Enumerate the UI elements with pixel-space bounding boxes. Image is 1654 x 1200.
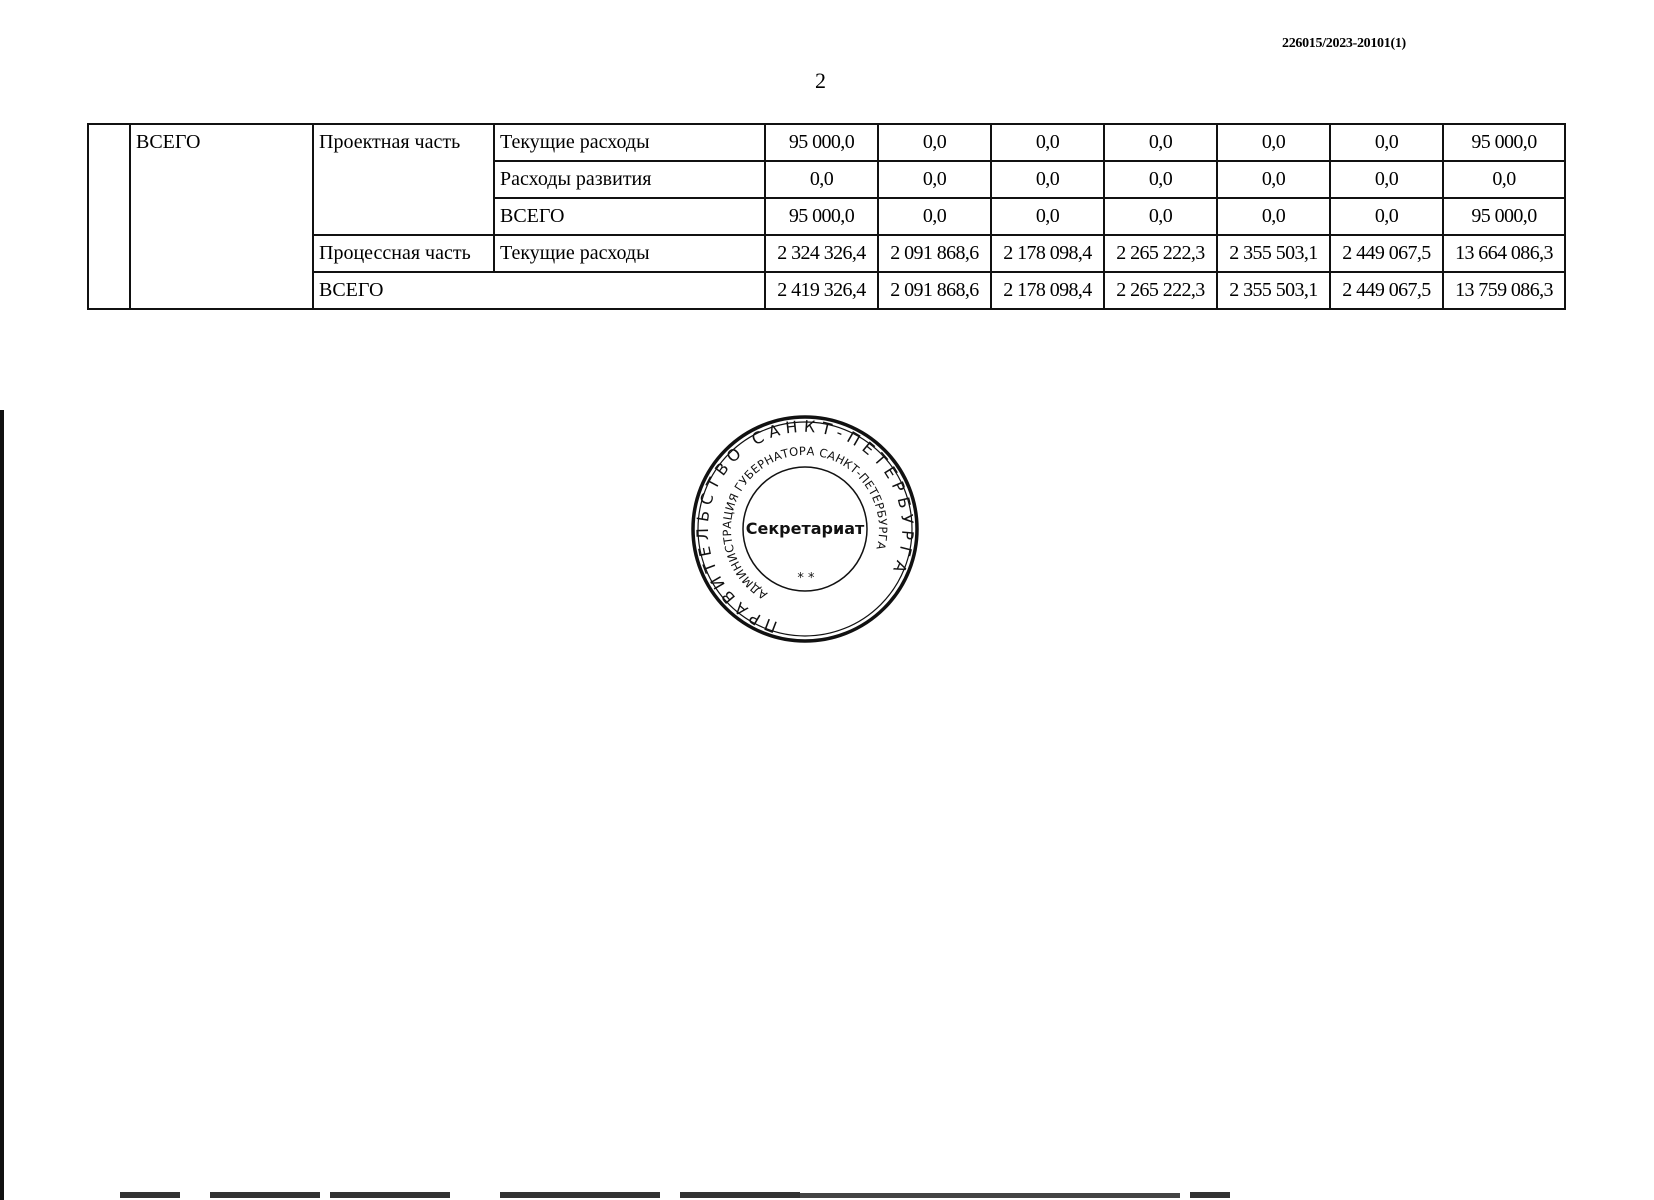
value-cell: 95 000,0 bbox=[1443, 124, 1565, 161]
empty-number-cell bbox=[88, 124, 130, 309]
official-seal bbox=[690, 414, 920, 644]
value-cell: 0,0 bbox=[991, 161, 1104, 198]
seal-center-text: Секретариат bbox=[745, 519, 865, 538]
value-cell: 2 355 503,1 bbox=[1217, 272, 1330, 309]
value-cell: 0,0 bbox=[1217, 161, 1330, 198]
value-cell: 13 759 086,3 bbox=[1443, 272, 1565, 309]
value-cell: 0,0 bbox=[1330, 161, 1443, 198]
value-cell: 0,0 bbox=[1104, 198, 1217, 235]
row-label: Текущие расходы bbox=[494, 235, 765, 272]
project-part-label: Проектная часть bbox=[313, 124, 494, 235]
grand-total-label: ВСЕГО bbox=[313, 272, 765, 309]
value-cell: 0,0 bbox=[1217, 198, 1330, 235]
value-cell: 2 178 098,4 bbox=[991, 235, 1104, 272]
seal-separator: * * bbox=[797, 571, 815, 586]
value-cell: 0,0 bbox=[1104, 124, 1217, 161]
value-cell: 2 449 067,5 bbox=[1330, 235, 1443, 272]
value-cell: 0,0 bbox=[878, 198, 991, 235]
budget-table bbox=[87, 123, 1566, 310]
value-cell: 0,0 bbox=[765, 161, 878, 198]
value-cell: 95 000,0 bbox=[1443, 198, 1565, 235]
value-cell: 2 265 222,3 bbox=[1104, 272, 1217, 309]
value-cell: 0,0 bbox=[1217, 124, 1330, 161]
seal-inner-text: АДМИНИСТРАЦИЯ ГУБЕРНАТОРА САНКТ-ПЕТЕРБУРГА bbox=[719, 443, 891, 603]
value-cell: 0,0 bbox=[878, 161, 991, 198]
value-cell: 2 265 222,3 bbox=[1104, 235, 1217, 272]
value-cell: 0,0 bbox=[1330, 124, 1443, 161]
value-cell: 95 000,0 bbox=[765, 124, 878, 161]
row-label: Расходы развития bbox=[494, 161, 765, 198]
value-cell: 0,0 bbox=[1443, 161, 1565, 198]
value-cell: 2 324 326,4 bbox=[765, 235, 878, 272]
value-cell: 2 178 098,4 bbox=[991, 272, 1104, 309]
scan-bottom-artifact bbox=[0, 1186, 1654, 1200]
page-number: 2 bbox=[815, 68, 826, 93]
value-cell: 0,0 bbox=[1330, 198, 1443, 235]
value-cell: 0,0 bbox=[991, 124, 1104, 161]
row-label: ВСЕГО bbox=[494, 198, 765, 235]
value-cell: 2 449 067,5 bbox=[1330, 272, 1443, 309]
row-label: Текущие расходы bbox=[494, 124, 765, 161]
value-cell: 0,0 bbox=[878, 124, 991, 161]
scan-edge-line bbox=[0, 410, 4, 1200]
value-cell: 2 419 326,4 bbox=[765, 272, 878, 309]
seal-outer-text: ПРАВИТЕЛЬСТВО САНКТ-ПЕТЕРБУРГА bbox=[692, 416, 918, 637]
value-cell: 2 355 503,1 bbox=[1217, 235, 1330, 272]
document-id: 226015/2023-20101(1) bbox=[1282, 36, 1406, 51]
value-cell: 0,0 bbox=[991, 198, 1104, 235]
section-total-label: ВСЕГО bbox=[130, 124, 313, 309]
value-cell: 13 664 086,3 bbox=[1443, 235, 1565, 272]
value-cell: 2 091 868,6 bbox=[878, 272, 991, 309]
table-row bbox=[88, 124, 1565, 161]
value-cell: 0,0 bbox=[1104, 161, 1217, 198]
value-cell: 2 091 868,6 bbox=[878, 235, 991, 272]
process-part-label: Процессная часть bbox=[313, 235, 494, 272]
value-cell: 95 000,0 bbox=[765, 198, 878, 235]
